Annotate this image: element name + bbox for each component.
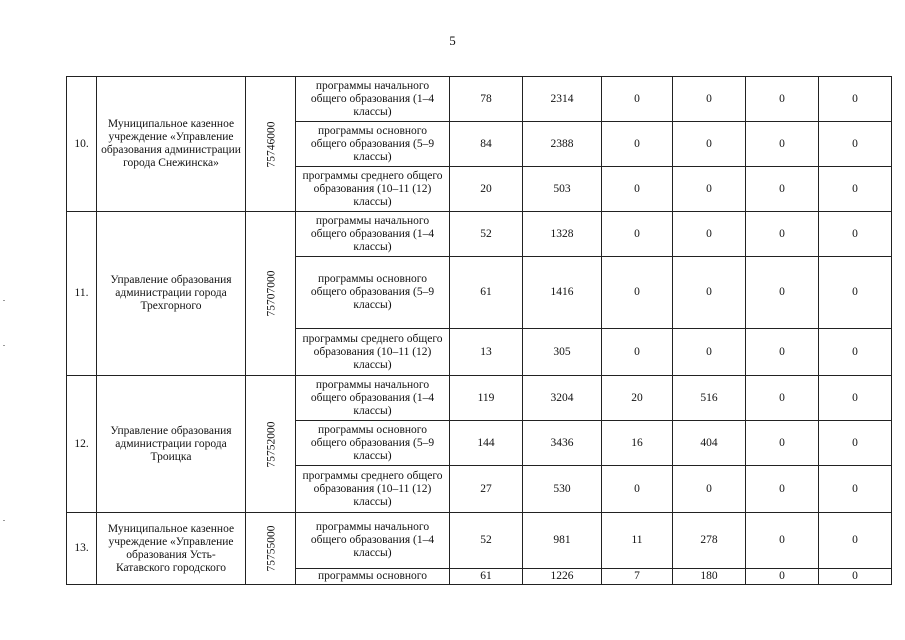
program-name: программы начального общего образования (1–4 классы) [296, 212, 450, 257]
value-cell: 0 [746, 212, 819, 257]
program-name: программы основного общего образования (5–9 классы) [296, 421, 450, 466]
value-cell: 278 [673, 513, 746, 569]
value-cell: 0 [746, 257, 819, 329]
value-cell: 0 [819, 466, 892, 513]
value-cell: 0 [819, 329, 892, 376]
value-cell: 1416 [523, 257, 602, 329]
row-number: 12. [67, 376, 97, 513]
value-cell: 20 [602, 376, 673, 421]
okato-code-text: 75746000 [265, 121, 278, 167]
value-cell: 52 [450, 212, 523, 257]
value-cell: 0 [746, 421, 819, 466]
row-number: 11. [67, 212, 97, 376]
value-cell: 0 [819, 77, 892, 122]
value-cell: 2388 [523, 122, 602, 167]
program-name: программы основного общего образования (5–9 классы) [296, 122, 450, 167]
value-cell: 13 [450, 329, 523, 376]
value-cell: 0 [819, 257, 892, 329]
value-cell: 0 [673, 257, 746, 329]
program-name: программы среднего общего образования (10–11 (12) классы) [296, 167, 450, 212]
value-cell: 0 [819, 212, 892, 257]
program-name: программы среднего общего образования (10–11 (12) классы) [296, 466, 450, 513]
value-cell: 0 [819, 513, 892, 569]
value-cell: 305 [523, 329, 602, 376]
value-cell: 0 [602, 122, 673, 167]
value-cell: 0 [673, 212, 746, 257]
value-cell: 119 [450, 376, 523, 421]
program-name: программы начального общего образования (1–4 классы) [296, 376, 450, 421]
program-name: программы основного общего образования (5–9 классы) [296, 257, 450, 329]
value-cell: 0 [746, 376, 819, 421]
value-cell: 78 [450, 77, 523, 122]
value-cell: 0 [746, 513, 819, 569]
value-cell: 0 [819, 569, 892, 585]
value-cell: 0 [673, 329, 746, 376]
value-cell: 0 [602, 466, 673, 513]
value-cell: 0 [602, 329, 673, 376]
value-cell: 503 [523, 167, 602, 212]
program-name: программы среднего общего образования (10–11 (12) классы) [296, 329, 450, 376]
value-cell: 61 [450, 257, 523, 329]
value-cell: 0 [746, 329, 819, 376]
value-cell: 0 [673, 122, 746, 167]
value-cell: 0 [746, 122, 819, 167]
scan-margin-mark [3, 345, 5, 346]
value-cell: 0 [819, 167, 892, 212]
value-cell: 3436 [523, 421, 602, 466]
value-cell: 0 [746, 167, 819, 212]
table-row [67, 376, 892, 421]
value-cell: 0 [819, 421, 892, 466]
okato-code-text: 75707000 [265, 270, 278, 317]
value-cell: 0 [602, 77, 673, 122]
value-cell: 0 [819, 122, 892, 167]
okato-code [246, 513, 296, 585]
value-cell: 0 [602, 257, 673, 329]
value-cell: 61 [450, 569, 523, 585]
okato-code [246, 77, 296, 212]
value-cell: 3204 [523, 376, 602, 421]
table-row [67, 77, 892, 122]
organization-name: Муниципальное казенное учреждение «Управление образования администрации города Снежинска» [97, 77, 246, 212]
table-row [67, 212, 892, 257]
value-cell: 0 [746, 466, 819, 513]
value-cell: 0 [673, 167, 746, 212]
value-cell: 0 [602, 212, 673, 257]
value-cell: 516 [673, 376, 746, 421]
program-name: программы начального общего образования (1–4 классы) [296, 513, 450, 569]
value-cell: 0 [673, 77, 746, 122]
value-cell: 144 [450, 421, 523, 466]
value-cell: 16 [602, 421, 673, 466]
organization-name: Управление образования администрации города Трехгорного [97, 212, 246, 376]
scan-margin-mark [3, 300, 5, 301]
value-cell: 981 [523, 513, 602, 569]
okato-code-text: 75752000 [265, 421, 278, 467]
row-number: 13. [67, 513, 97, 585]
value-cell: 0 [819, 376, 892, 421]
okato-code [246, 376, 296, 513]
program-name: программы начального общего образования (1–4 классы) [296, 77, 450, 122]
education-table [66, 76, 892, 585]
value-cell: 1328 [523, 212, 602, 257]
value-cell: 84 [450, 122, 523, 167]
value-cell: 0 [746, 569, 819, 585]
table-row [67, 513, 892, 569]
value-cell: 52 [450, 513, 523, 569]
scan-margin-mark [3, 520, 5, 521]
okato-code-text: 75755000 [265, 525, 278, 572]
value-cell: 530 [523, 466, 602, 513]
organization-name: Управление образования администрации города Троицка [97, 376, 246, 513]
value-cell: 0 [673, 466, 746, 513]
value-cell: 20 [450, 167, 523, 212]
program-name: программы основного [296, 569, 450, 585]
page-number: 5 [449, 33, 456, 48]
value-cell: 1226 [523, 569, 602, 585]
organization-name: Муниципальное казенное учреждение «Управление образования Усть-Катавского городского [97, 513, 246, 585]
value-cell: 0 [602, 167, 673, 212]
value-cell: 180 [673, 569, 746, 585]
row-number: 10. [67, 77, 97, 212]
value-cell: 7 [602, 569, 673, 585]
value-cell: 0 [746, 77, 819, 122]
value-cell: 27 [450, 466, 523, 513]
value-cell: 11 [602, 513, 673, 569]
value-cell: 404 [673, 421, 746, 466]
okato-code [246, 212, 296, 376]
value-cell: 2314 [523, 77, 602, 122]
